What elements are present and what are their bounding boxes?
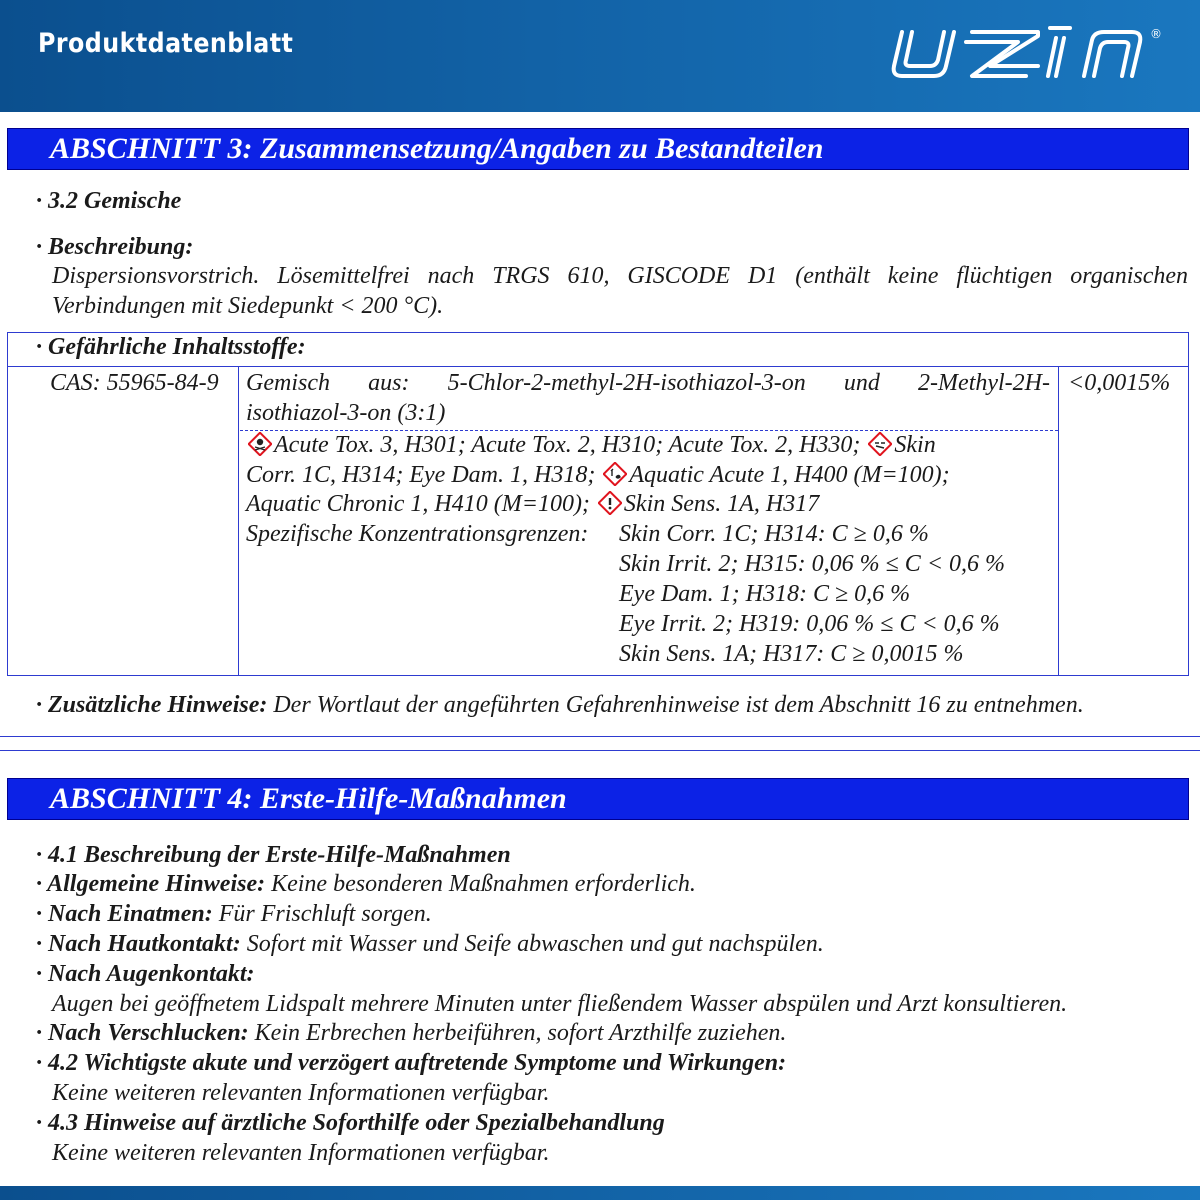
scl-label: Spezifische Konzentrationsgrenzen: xyxy=(246,521,589,547)
after-inhalation: · Nach Einatmen: Für Frischluft sorgen. xyxy=(36,901,432,927)
description-line-2: Verbindungen mit Siedepunkt < 200 °C). xyxy=(52,293,444,319)
exclamation-icon xyxy=(598,491,622,515)
classification-text-2a: Corr. 1C, H314; Eye Dam. 1, H318; xyxy=(246,462,596,488)
table-column-divider-1 xyxy=(238,366,239,676)
divider-bottom xyxy=(0,750,1200,751)
additional-notes-label: · Zusätzliche Hinweise: xyxy=(36,692,268,718)
after-swallowing: · Nach Verschlucken: Kein Erbrechen herbeiführen, sofort Arzthilfe zuziehen. xyxy=(36,1020,787,1046)
symptoms-text: Keine weiteren relevanten Informationen verfügbar. xyxy=(52,1080,550,1106)
skull-crossbones-icon xyxy=(248,432,272,456)
additional-notes-text: Der Wortlaut der angeführten Gefahrenhinweise ist dem Abschnitt 16 zu entnehmen. xyxy=(267,692,1084,718)
additional-notes xyxy=(36,692,1084,719)
page-title: Produktdatenblatt xyxy=(38,28,294,59)
ingredient-name-line-2: isothiazol-3-on (3:1) xyxy=(246,400,446,426)
table-column-divider-2 xyxy=(1058,366,1059,676)
classification-text-2b: Aquatic Acute 1, H400 (M=100); xyxy=(629,462,950,488)
scl-item-1: Skin Corr. 1C; H314: C ≥ 0,6 % xyxy=(619,521,929,547)
scl-item-5: Skin Sens. 1A; H317: C ≥ 0,0015 % xyxy=(619,641,964,667)
classification-text-1b: Skin xyxy=(894,432,936,458)
section-3-title: ABSCHNITT 3: Zusammensetzung/Angaben zu Bestandteilen xyxy=(7,128,1189,170)
classification-line-2 xyxy=(246,462,950,489)
svg-text:®: ® xyxy=(1150,27,1162,41)
page-header xyxy=(0,0,1200,112)
after-eye-contact-label: · Nach Augenkontakt: xyxy=(36,961,255,987)
cas-number: CAS: 55965-84-9 xyxy=(50,370,219,396)
classification-line-1 xyxy=(246,432,936,459)
description-line-1: Dispersionsvorstrich. Lösemittelfrei nach TRGS 610, GISCODE D1 (enthält keine flüchtigen organischen xyxy=(52,263,1188,289)
medical-advice-text: Keine weiteren relevanten Informationen verfügbar. xyxy=(52,1140,550,1166)
classification-text-3a: Aquatic Chronic 1, H410 (M=100); xyxy=(246,491,590,517)
environment-icon xyxy=(603,462,627,486)
classification-text-3b: Skin Sens. 1A, H317 xyxy=(623,491,820,517)
concentration-value: <0,0015% xyxy=(1068,370,1171,396)
after-skin-contact: · Nach Hautkontakt: Sofort mit Wasser und Seife abwaschen und gut nachspülen. xyxy=(36,931,824,957)
scl-item-4: Eye Irrit. 2; H319: 0,06 % ≤ C < 0,6 % xyxy=(619,611,1000,637)
scl-item-2: Skin Irrit. 2; H315: 0,06 % ≤ C < 0,6 % xyxy=(619,551,1006,577)
symptoms-heading: · 4.2 Wichtigste akute und verzögert auftretende Symptome und Wirkungen: xyxy=(36,1050,787,1076)
table-dashed-divider xyxy=(240,430,1058,431)
corrosion-icon xyxy=(868,432,892,456)
medical-advice-heading: · 4.3 Hinweise auf ärztliche Soforthilfe oder Spezialbehandlung xyxy=(36,1110,665,1136)
divider-top xyxy=(0,736,1200,737)
description-label: · Beschreibung: xyxy=(36,234,194,260)
table-header-divider xyxy=(7,366,1189,367)
ingredient-name-line-1: Gemisch aus: 5-Chlor-2-methyl-2H-isothiazol-3-on und 2-Methyl-2H- xyxy=(246,370,1050,396)
uzin-logo xyxy=(888,18,1178,90)
page-footer-bar xyxy=(0,1186,1200,1200)
classification-text-1a: Acute Tox. 3, H301; Acute Tox. 2, H310; Acute Tox. 2, H330; xyxy=(274,432,861,458)
general-notes: · Allgemeine Hinweise: Keine besonderen Maßnahmen erforderlich. xyxy=(36,871,696,897)
classification-line-3 xyxy=(246,491,819,518)
first-aid-heading: · 4.1 Beschreibung der Erste-Hilfe-Maßnahmen xyxy=(36,842,511,868)
scl-item-3: Eye Dam. 1; H318: C ≥ 0,6 % xyxy=(619,581,911,607)
section-4-title: ABSCHNITT 4: Erste-Hilfe-Maßnahmen xyxy=(7,778,1189,820)
after-eye-contact-text: Augen bei geöffnetem Lidspalt mehrere Minuten unter fließendem Wasser abspülen und Arzt konsultieren. xyxy=(52,991,1068,1017)
mixtures-heading: · 3.2 Gemische xyxy=(36,188,182,214)
hazardous-heading: · Gefährliche Inhaltsstoffe: xyxy=(36,334,306,360)
